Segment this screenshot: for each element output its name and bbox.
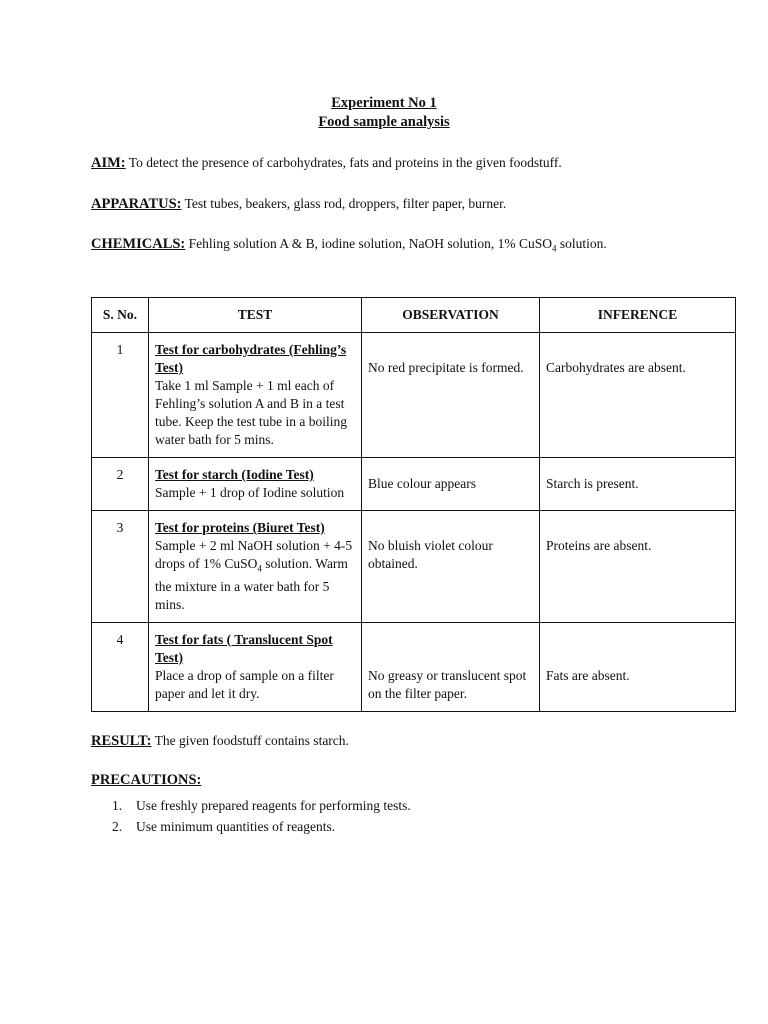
test-title: Test for proteins (Biuret Test): [155, 520, 325, 535]
table-row: [92, 333, 736, 458]
test-body: Sample + 1 drop of Iodine solution: [155, 485, 345, 500]
test-body-text: Sample + 2 ml NaOH solution + 4-5 drops of 1% CuSO: [155, 538, 353, 571]
apparatus-text: Test tubes, beakers, glass rod, droppers, filter paper, burner.: [184, 196, 507, 211]
result-paragraph: [91, 733, 349, 750]
result-label: RESULT:: [91, 733, 152, 749]
cell-sno: 1: [92, 333, 149, 458]
test-title: Test for fats ( Translucent Spot Test): [155, 631, 333, 665]
table-row: [92, 458, 736, 511]
list-item-text: Use minimum quantities of reagents.: [136, 819, 336, 834]
experiment-title: Experiment No 1: [331, 95, 437, 111]
test-body: Take 1 ml Sample + 1 ml each of Fehling’s solution A and B in a test tube. Keep the test tube in a boiling water bath for 5 mins.: [155, 378, 347, 447]
table-row: [92, 622, 736, 711]
tests-table: [91, 297, 736, 712]
cell-test: [149, 511, 362, 623]
table-row: [92, 511, 736, 623]
table-header-row: [92, 298, 736, 333]
test-title: Test for carbohydrates (Fehling’s Test): [155, 342, 347, 375]
cell-test: [149, 622, 362, 711]
test-body-text-end: solution. Warm the mixture in a water bath for 5 mins.: [155, 556, 348, 612]
header-observation: OBSERVATION: [362, 298, 540, 333]
header-sno: S. No.: [92, 298, 149, 333]
experiment-subtitle: Food sample analysis: [318, 114, 450, 130]
cell-test: [149, 333, 362, 458]
cell-test: [149, 458, 362, 511]
test-body-subscript: 4: [257, 563, 262, 574]
chemicals-text-end: solution.: [556, 236, 607, 251]
cell-sno: 4: [92, 622, 149, 711]
precautions-heading: [91, 772, 201, 789]
title-block: [0, 94, 768, 132]
aim-paragraph: [91, 155, 562, 172]
chemicals-subscript: 4: [552, 243, 557, 254]
header-test: TEST: [149, 298, 362, 333]
cell-inference: Carbohydrates are absent.: [540, 333, 736, 458]
test-title: Test for starch (Iodine Test): [155, 467, 314, 482]
cell-observation: No bluish violet colour obtained.: [362, 511, 540, 623]
chemicals-text: Fehling solution A & B, iodine solution, NaOH solution, 1% CuSO: [188, 236, 553, 251]
cell-sno: 3: [92, 511, 149, 623]
aim-label: AIM:: [91, 155, 126, 171]
apparatus-label: APPARATUS:: [91, 196, 182, 212]
list-item: [112, 816, 411, 837]
aim-text: To detect the presence of carbohydrates, fats and proteins in the given foodstuff.: [128, 155, 562, 170]
precautions-list: [112, 795, 411, 837]
list-item-number: 1.: [112, 798, 123, 813]
chemicals-label: CHEMICALS:: [91, 236, 186, 252]
cell-observation: No greasy or translucent spot on the filter paper.: [362, 622, 540, 711]
list-item-number: 2.: [112, 819, 123, 834]
apparatus-paragraph: [91, 196, 506, 213]
list-item-text: Use freshly prepared reagents for performing tests.: [136, 798, 411, 813]
cell-inference: Proteins are absent.: [540, 511, 736, 623]
list-item: [112, 795, 411, 816]
precautions-label: PRECAUTIONS:: [91, 772, 202, 788]
chemicals-paragraph: [91, 236, 607, 254]
test-body: Place a drop of sample on a filter paper and let it dry.: [155, 667, 334, 701]
cell-observation: No red precipitate is formed.: [362, 333, 540, 458]
result-text: The given foodstuff contains starch.: [154, 733, 349, 748]
cell-inference: Starch is present.: [540, 458, 736, 511]
cell-observation: Blue colour appears: [362, 458, 540, 511]
cell-inference: Fats are absent.: [540, 622, 736, 711]
test-body: [155, 537, 355, 614]
header-inference: INFERENCE: [540, 298, 736, 333]
cell-sno: 2: [92, 458, 149, 511]
